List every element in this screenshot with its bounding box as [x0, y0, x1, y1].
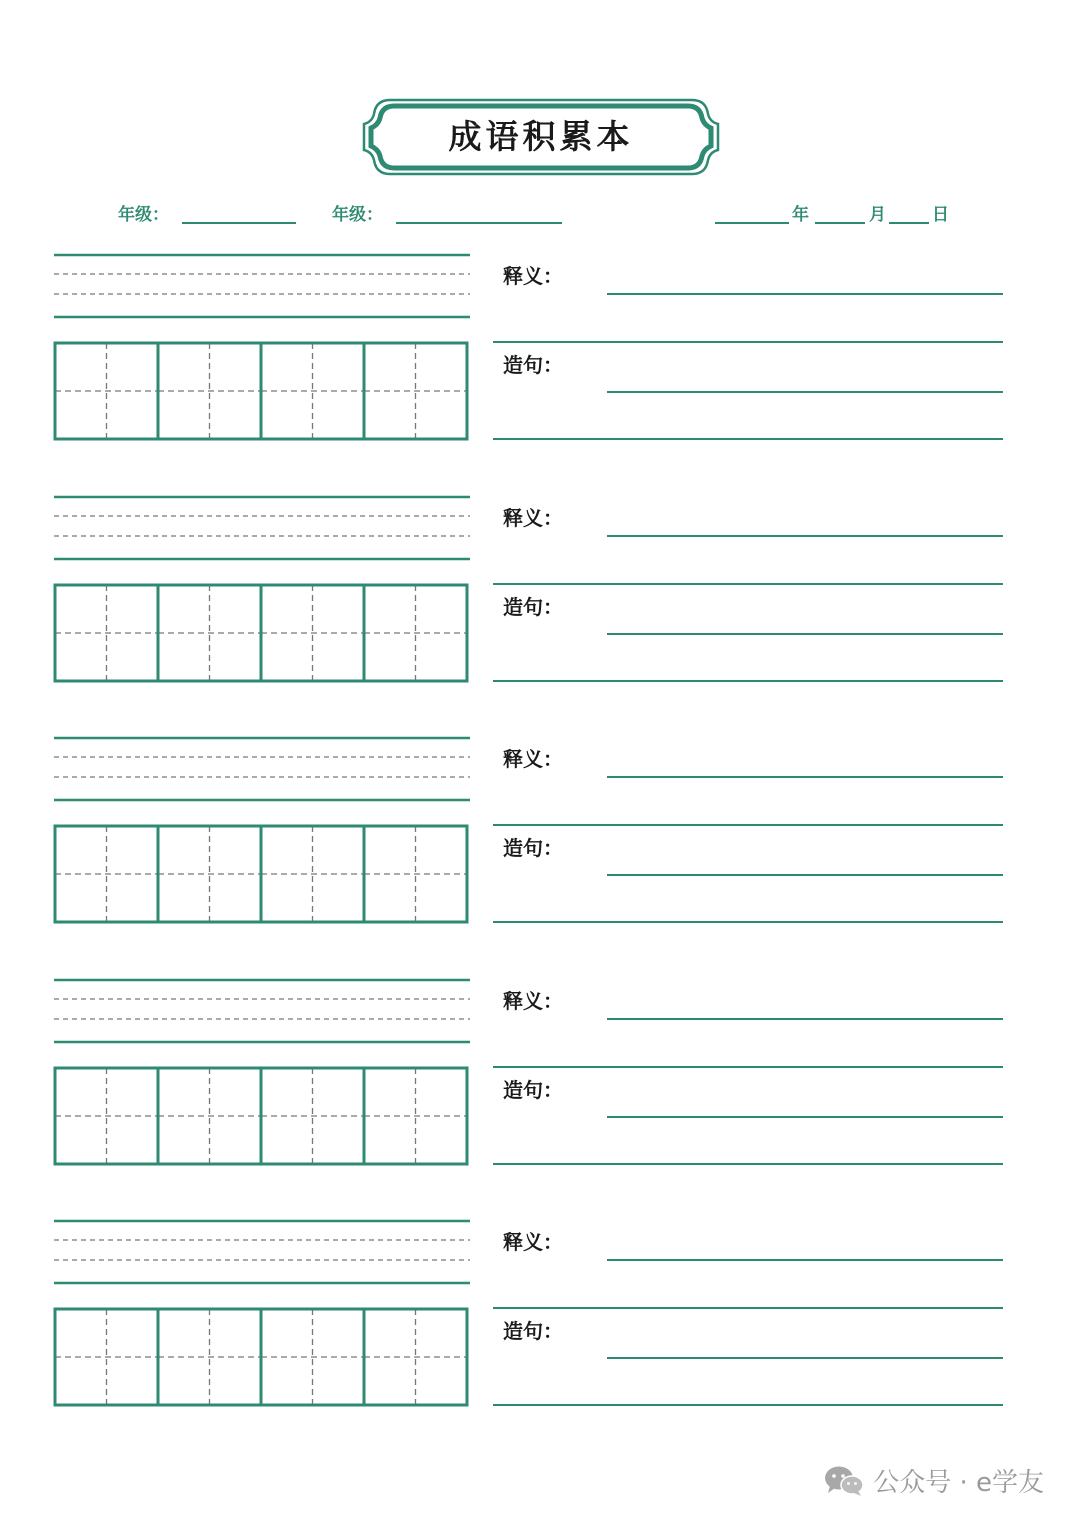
watermark [823, 1462, 1044, 1499]
day-blank[interactable] [889, 222, 929, 224]
sentence-label: 造句： [503, 353, 563, 377]
pinyin-lines[interactable] [54, 977, 470, 1047]
month-label: 月 [869, 205, 886, 225]
sentence-line[interactable] [493, 583, 1003, 585]
sentence-line[interactable] [607, 391, 1003, 393]
grade-label-2: 年级： [332, 205, 383, 225]
sentence-line[interactable] [607, 1116, 1003, 1118]
month-blank[interactable] [815, 222, 865, 224]
grade-blank[interactable] [182, 222, 296, 224]
grade-label: 年级： [118, 205, 169, 225]
sentence-line[interactable] [607, 633, 1003, 635]
sentence-line[interactable] [493, 1066, 1003, 1068]
page-title: 成语积累本 [448, 117, 634, 156]
sentence-line[interactable] [493, 341, 1003, 343]
meaning-label: 释义： [503, 1230, 563, 1254]
sentence-line[interactable] [493, 438, 1003, 440]
title-badge [360, 98, 722, 176]
character-grid[interactable] [53, 824, 471, 926]
meaning-line[interactable] [607, 776, 1003, 778]
character-grid[interactable] [53, 1066, 471, 1168]
character-grid[interactable] [53, 341, 471, 443]
character-grid[interactable] [53, 1307, 471, 1409]
sentence-line[interactable] [607, 1357, 1003, 1359]
sentence-label: 造句： [503, 1078, 563, 1102]
meaning-label: 释义： [503, 989, 563, 1013]
sentence-label: 造句： [503, 595, 563, 619]
pinyin-lines[interactable] [54, 735, 470, 805]
sentence-line[interactable] [493, 824, 1003, 826]
sentence-line[interactable] [493, 1404, 1003, 1406]
meaning-label: 释义： [503, 747, 563, 771]
meaning-line[interactable] [607, 1018, 1003, 1020]
day-label: 日 [932, 205, 949, 225]
sentence-line[interactable] [607, 874, 1003, 876]
pinyin-lines[interactable] [54, 1218, 470, 1288]
meaning-line[interactable] [607, 535, 1003, 537]
sentence-label: 造句： [503, 836, 563, 860]
year-blank[interactable] [715, 222, 789, 224]
sentence-line[interactable] [493, 680, 1003, 682]
sentence-line[interactable] [493, 921, 1003, 923]
pinyin-lines[interactable] [54, 252, 470, 322]
grade-blank-2[interactable] [396, 222, 562, 224]
meaning-line[interactable] [607, 293, 1003, 295]
pinyin-lines[interactable] [54, 494, 470, 564]
sentence-label: 造句： [503, 1319, 563, 1343]
meaning-label: 释义： [503, 264, 563, 288]
meaning-label: 释义： [503, 506, 563, 530]
wechat-icon [823, 1464, 865, 1498]
year-label: 年 [792, 205, 809, 225]
meaning-line[interactable] [607, 1259, 1003, 1261]
watermark-text: 公众号 · e学友 [873, 1468, 1044, 1498]
character-grid[interactable] [53, 583, 471, 685]
sentence-line[interactable] [493, 1163, 1003, 1165]
sentence-line[interactable] [493, 1307, 1003, 1309]
